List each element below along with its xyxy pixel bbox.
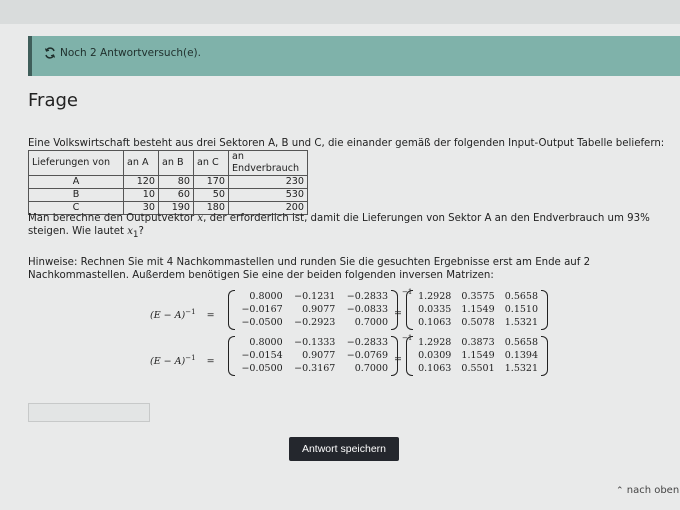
table-cell: 50 [194, 189, 229, 202]
task-text-end: ? [138, 226, 144, 237]
output-vector-symbol: x [197, 213, 204, 224]
formula-lhs: $(E - A)^{-1}$ = [150, 308, 215, 322]
input-output-table [28, 150, 308, 215]
matrix-e-minus-a: 0.8000 −0.1333 −0.2833 −0.0154 0.9077 −0.0769 −0.0500 −0.3167 0.7000 [228, 336, 398, 376]
matrix-e-minus-a: 0.8000 −0.1231 −0.2833 −0.0167 0.9077 −0.0833 −0.0500 −0.2923 0.7000 [228, 290, 398, 330]
attempts-banner [28, 36, 680, 76]
table-cell: 190 [159, 202, 194, 215]
table-cell: 80 [159, 176, 194, 189]
x1-symbol: x [127, 226, 134, 237]
table-header: an Endverbrauch [229, 151, 308, 176]
table-cell: C [29, 202, 124, 215]
table-cell: B [29, 189, 124, 202]
table-header: Lieferungen von [29, 151, 124, 176]
table-header: an C [194, 151, 229, 176]
table-row [29, 189, 308, 202]
question-task [28, 212, 668, 242]
formula-lhs: $(E - A)^{-1}$ = [150, 354, 215, 368]
table-header: an A [124, 151, 159, 176]
inverse-matrix: 1.2928 0.3575 0.5658 0.0335 1.1549 0.1510 0.1063 0.5078 1.5321 [406, 290, 548, 330]
table-cell: 200 [229, 202, 308, 215]
table-header-row [29, 151, 308, 176]
table-cell: 120 [124, 176, 159, 189]
equals-sign: = [394, 308, 402, 319]
task-text-a: Man berechne den Outputvektor [28, 213, 198, 224]
save-answer-button[interactable]: Antwort speichern [289, 437, 399, 461]
table-cell: 10 [124, 189, 159, 202]
back-to-top-link[interactable] [616, 485, 679, 496]
matrix-exponent: −1 [402, 288, 413, 296]
table-cell: 530 [229, 189, 308, 202]
matrix-exponent: −1 [402, 334, 413, 342]
inverse-matrix: 1.2928 0.3873 0.5658 0.0309 1.1549 0.1394 0.1063 0.5501 1.5321 [406, 336, 548, 376]
equals-sign: = [394, 354, 402, 365]
table-cell: A [29, 176, 124, 189]
question-intro: Eine Volkswirtschaft besteht aus drei Sektoren A, B und C, die einander gemäß der folgenden Input-Output Tabelle beliefern: [28, 138, 665, 149]
table-row [29, 176, 308, 189]
top-bar [0, 0, 680, 24]
table-header: an B [159, 151, 194, 176]
table-cell: 30 [124, 202, 159, 215]
x1-subscript: 1 [133, 230, 139, 241]
question-heading: Frage [28, 90, 78, 111]
table-cell: 60 [159, 189, 194, 202]
chevron-up-icon: ⌃ [616, 486, 624, 496]
attempts-text: Noch 2 Antwortversuch(e). [60, 47, 201, 59]
table-cell: 230 [229, 176, 308, 189]
back-to-top-label: nach oben [626, 485, 680, 496]
table-cell: 180 [194, 202, 229, 215]
question-hint: Hinweise: Rechnen Sie mit 4 Nachkommastellen und runden Sie die gesuchten Ergebnisse erst am Ende auf 2 Nachkommastellen. Außerdem benötigen Sie eine der beiden folgenden inversen Matrizen: [28, 257, 591, 281]
answer-input[interactable] [28, 403, 150, 422]
table-cell: 170 [194, 176, 229, 189]
refresh-icon [44, 47, 56, 59]
task-text-b: , der erforderlich ist, damit die Lieferungen von Sektor A an den Endverbrauch um 93% steigen. Wie lautet [28, 213, 650, 237]
